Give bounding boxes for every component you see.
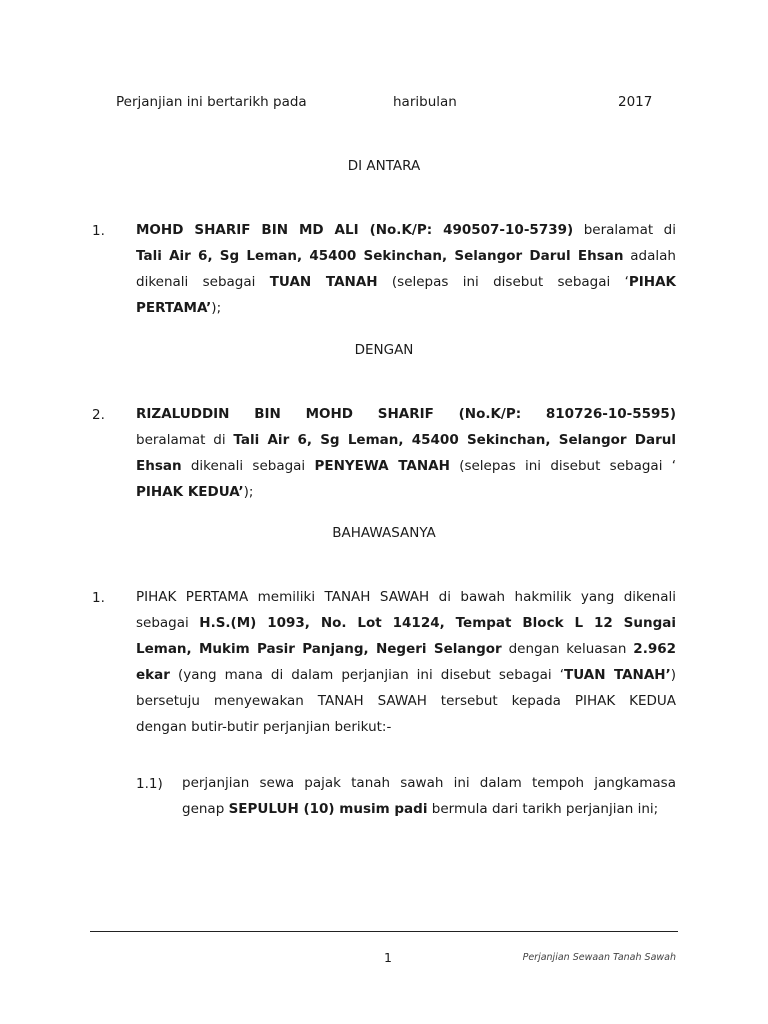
heading-bahawasanya: BAHAWASANYA: [332, 525, 436, 541]
party2-number: 2.: [92, 407, 105, 423]
party2-address: Tali Air 6, Sg Leman, 45400 Sekinchan, Selangor Darul: [233, 432, 677, 448]
party1-number: 1.: [92, 223, 105, 239]
party1-paragraph: MOHD SHARIF BIN MD ALI (No.K/P: 490507-10-5739) beralamat di Tali Air 6, Sg Leman, 45400 Sekinchan, Selangor Darul Ehsan adalah dikenali sebagai TUAN TANAH (selepas ini disebut sebagai ‘PIHAK PERTAMA’);: [136, 222, 677, 316]
footer-divider: [90, 931, 678, 932]
date-intro: Perjanjian ini bertarikh pada: [116, 94, 307, 110]
clause1-number: 1.: [92, 590, 105, 606]
lease-term: SEPULUH (10) musim padi: [228, 801, 428, 817]
footer-doc-title: Perjanjian Sewaan Tanah Sawah: [522, 952, 676, 963]
subclause-number: 1.1): [136, 776, 163, 792]
date-haribulan: haribulan: [393, 94, 457, 110]
party1-name: MOHD SHARIF BIN MD ALI (No.K/P: 490507-10-5739): [136, 222, 574, 238]
clause1-paragraph: PIHAK PERTAMA memiliki TANAH SAWAH di bawah hakmilik yang dikenali sebagai H.S.(M) 1093, No. Lot 14124, Tempat Block L 12 Sungai Leman, Mukim Pasir Panjang, Negeri Selangor dengan keluasan 2.962 ekar (yang mana di dalam perjanjian ini disebut sebagai ‘TUAN TANAH’) bersetuju menyewakan TANAH SAWAH tersebut kepada PIHAK KEDUA dengan butir-butir perjanjian berikut:-: [136, 589, 677, 735]
heading-dengan: DENGAN: [354, 342, 414, 358]
subclause-paragraph: perjanjian sewa pajak tanah sawah ini dalam tempoh jangkamasa genap SEPULUH (10) musim padi bermula dari tarikh perjanjian ini;: [182, 775, 676, 817]
party2-name: RIZALUDDIN BIN MOHD SHARIF (No.K/P: 810726-10-5595): [136, 406, 676, 422]
page-number: 1: [384, 950, 392, 965]
land-title: H.S.(M) 1093, No. Lot 14124, Tempat Block L 12 Sungai: [199, 615, 676, 631]
date-year: 2017: [618, 94, 653, 110]
heading-di-antara: DI ANTARA: [347, 158, 421, 174]
party2-paragraph: RIZALUDDIN BIN MOHD SHARIF (No.K/P: 810726-10-5595) beralamat di Tali Air 6, Sg Leman, 45400 Sekinchan, Selangor Darul Ehsan dikenali sebagai PENYEWA TANAH (selepas ini disebut sebagai ‘ PIHAK KEDUA’);: [136, 406, 677, 500]
land-area: 2.962: [633, 641, 676, 657]
party1-address: Tali Air 6, Sg Leman, 45400 Sekinchan, Selangor Darul Ehsan: [136, 248, 624, 264]
